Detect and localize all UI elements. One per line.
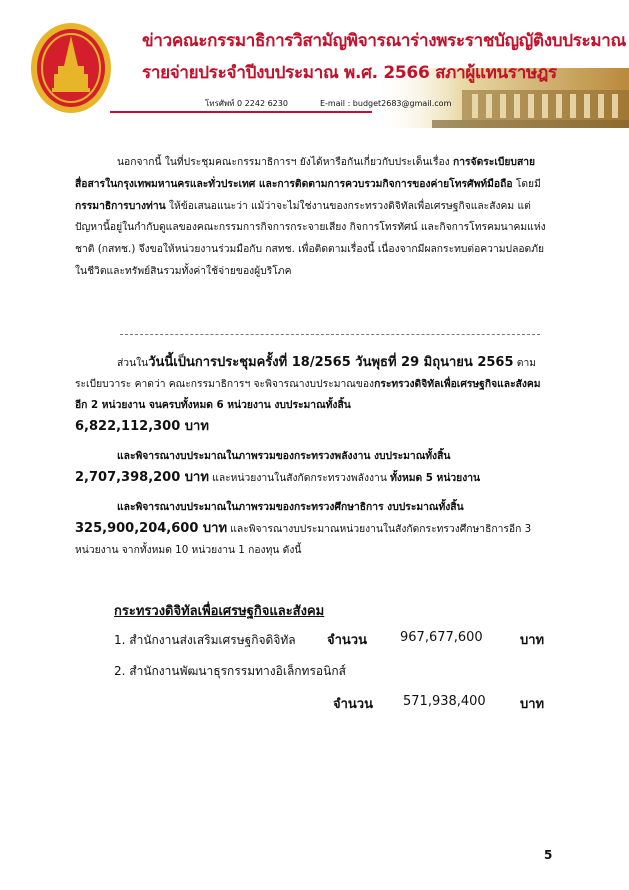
header-email: E-mail : budget2683@gmail.com	[319, 99, 452, 108]
para1-bold-1: การจัดระเบียบสายสื่อสารในกรุงเทพมหานครและทั่วประเทศ และการติดตามการควบรวมกิจการของค่ายโทรศัพท์มือถือ	[75, 156, 536, 190]
item2-label-text: จำนวน	[333, 697, 373, 712]
item2-label	[333, 693, 373, 714]
para1-text-2: โดยมี	[512, 177, 541, 190]
item1-unit	[520, 629, 544, 650]
page-number: 5	[544, 848, 553, 862]
header-title-line1: ข่าวคณะกรรมาธิการวิสามัญพิจารณาร่างพระราชบัญญัติงบประมาณ	[142, 31, 626, 51]
item1-unit-text: บาท	[520, 633, 545, 648]
para4-bold-1: และพิจารณางบประมาณในภาพรวมของกระทรวงศึกษาธิการ งบประมาณทั้งสิ้น	[117, 501, 464, 513]
parliament-seal-icon	[30, 22, 112, 114]
para3-bold-1: และพิจารณางบประมาณในภาพรวมของกระทรวงพลังงาน งบประมาณทั้งสิ้น	[117, 450, 451, 462]
header-divider	[110, 111, 372, 113]
page-header	[0, 0, 629, 128]
para3-bold-3: ทั้งหมด 5 หน่วยงาน	[390, 472, 481, 484]
para1-text-3: ให้ข้อเสนอแนะว่า แม้ว่าจะไม่ใช่งานของกระทรวงดิจิทัลเพื่อเศรษฐกิจและสังคม แต่ปัญหานี้อยู่ในกำกับดูแลของคณะกรรมการกิจการกระจายเสียง กิจการโทรทัศน์ และกิจการโทรคมนาคมแห่งชาติ (กสทช.) จึงขอให้หน่วยงานร่วมมือกับ กสทช. เพื่อติดตามเรื่องนี้ เนื่องจากมีผลกระทบต่อความปลอดภัยในชีวิตและทรัพย์สินรวมทั้งค่าใช้จ่ายของผู้บริโภค	[75, 199, 546, 277]
paragraph-education-ministry	[75, 497, 555, 561]
item2-unit-text: บาท	[520, 697, 545, 712]
paragraph-energy-ministry	[75, 446, 555, 489]
section-title-digital-ministry: กระทรวงดิจิทัลเพื่อเศรษฐกิจและสังคม	[114, 604, 325, 619]
section-divider	[120, 334, 540, 335]
para4-amount: 325,900,204,600 บาท	[75, 521, 228, 536]
paragraph-meeting-today	[75, 352, 555, 438]
header-contact	[205, 97, 483, 110]
para2-bold-1: วันนี้เป็นการประชุมครั้งที่ 18/2565 วันพุธที่ 29 มิถุนายน 2565	[148, 355, 514, 370]
para2-amount: 6,822,112,300 บาท	[75, 419, 209, 434]
para2-bold-2: กระทรวงดิจิทัลเพื่อเศรษฐกิจและสังคม อีก 2 หน่วยงาน จนครบทั้งหมด 6 หน่วยงาน งบประมาณทั้งสิ้น	[75, 378, 541, 411]
header-title-line2: รายจ่ายประจำปีงบประมาณ พ.ศ. 2566 สภาผู้แทนราษฎร	[142, 63, 557, 83]
item1-label-text: จำนวน	[327, 633, 367, 648]
para1-text-1: นอกจากนี้ ในที่ประชุมคณะกรรมาธิการฯ ยังได้หารือกันเกี่ยวกับประเด็นเรื่อง	[117, 156, 453, 168]
para1-bold-2: กรรมาธิการบางท่าน	[75, 199, 166, 212]
item2-name: 2. สำนักงานพัฒนาธุรกรรมทางอิเล็กทรอนิกส์	[114, 664, 346, 678]
para3-text-1: และหน่วยงานในสังกัดกระทรวงพลังงาน	[208, 472, 391, 484]
item2-amount: 571,938,400	[403, 694, 486, 709]
header-phone: โทรศัพท์ 0 2242 6230	[205, 99, 288, 108]
item1-label	[327, 629, 367, 650]
para2-text-1: ส่วนใน	[117, 357, 149, 369]
paragraph-other-topics	[75, 152, 555, 283]
item1-amount: 967,677,600	[400, 630, 483, 645]
para3-amount: 2,707,398,200 บาท	[75, 470, 209, 485]
item1-name: 1. สำนักงานส่งเสริมเศรษฐกิจดิจิทัล	[114, 633, 296, 647]
para2-text-2: ตามระเบียบวาระ คาดว่า คณะกรรมาธิการฯ จะพิจารณางบประมาณของ	[75, 357, 537, 390]
item2-unit	[520, 693, 544, 714]
para4-text-1: และพิจารณางบประมาณหน่วยงานในสังกัดกระทรวงศึกษาธิการอีก 3 หน่วยงาน จากทั้งหมด 10 หน่วยงาน 1 กองทุน ดังนี้	[75, 523, 532, 556]
